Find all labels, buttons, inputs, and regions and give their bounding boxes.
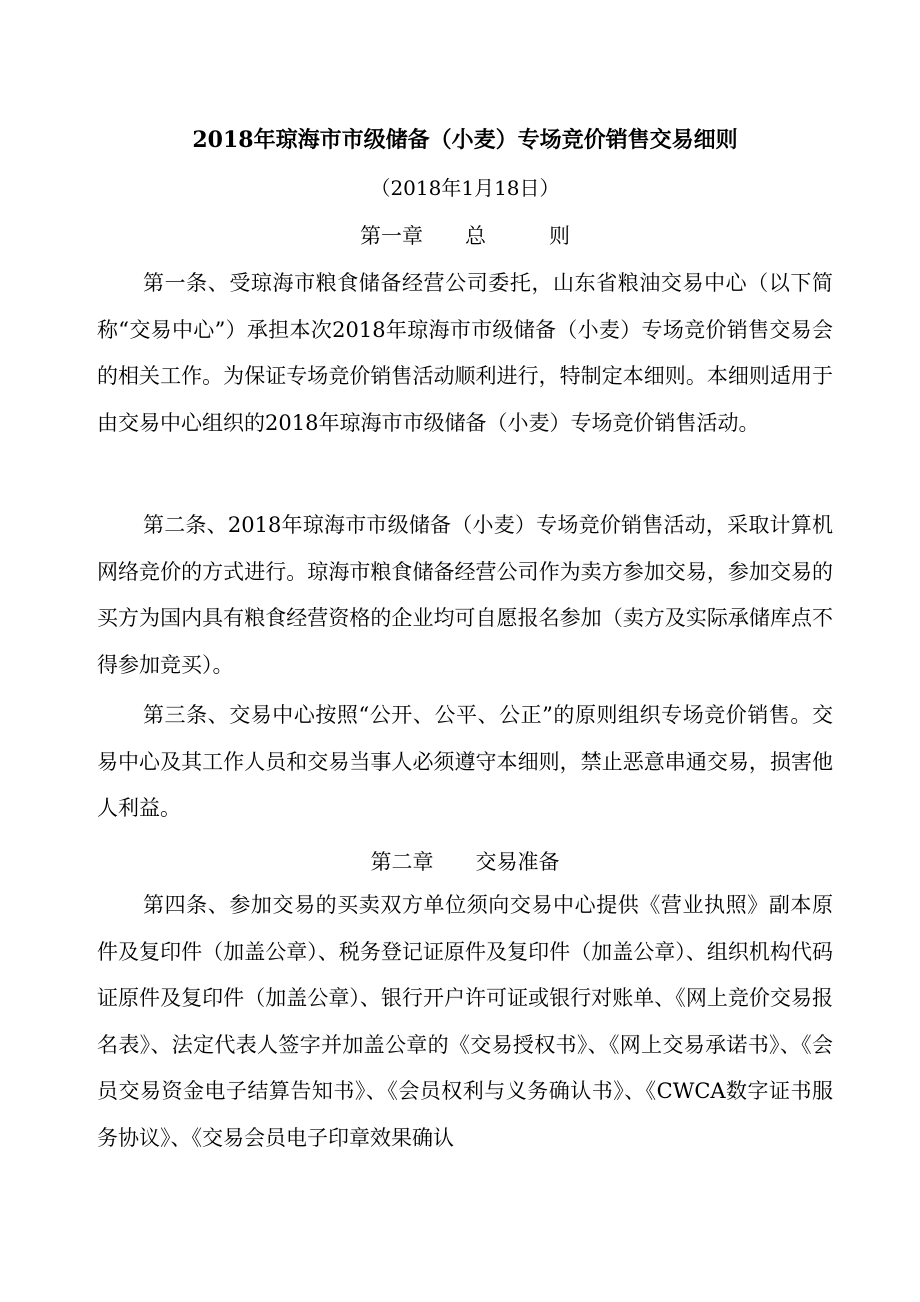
document-title: 2018年琼海市市级储备（小麦）专场竞价销售交易细则: [192, 127, 738, 153]
article-4: 第四条、参加交易的买卖双方单位须向交易中心提供《营业执照》副本原件及复印件（加盖公章）、税务登记证原件及复印件（加盖公章）、组织机构代码证原件及复印件（加盖公章）、银行开户许可证或银行对账单、《网上竞价交易报名表》、法定代表人签字并加盖公章的《交易授权书》、《网上交易承诺书》、《会员交易资金电子结算告知书》、《会员权利与义务确认书》、《CWCA数字证书服务协议》、《交易会员电子印章效果确认: [97, 893, 833, 1150]
article-1: 第一条、受琼海市粮食储备经营公司委托，山东省粮油交易中心（以下简称“交易中心”）承担本次2018年琼海市市级储备（小麦）专场竞价销售交易会的相关工作。为保证专场竞价销售活动顺利进行，特制定本细则。本细则适用于由交易中心组织的2018年琼海市市级储备（小麦）专场竞价销售活动。: [97, 271, 833, 435]
chapter-heading-1: 第一章 总 则: [360, 224, 570, 248]
article-2: 第二条、2018年琼海市市级储备（小麦）专场竞价销售活动，采取计算机网络竞价的方式进行。琼海市粮食储备经营公司作为卖方参加交易，参加交易的买方为国内具有粮食经营资格的企业均可自愿报名参加（卖方及实际承储库点不得参加竞买）。: [97, 513, 833, 677]
document-date: （2018年1月18日）: [370, 176, 560, 200]
chapter-heading-2: 第二章 交易准备: [370, 850, 560, 874]
article-3: 第三条、交易中心按照“公开、公平、公正”的原则组织专场竞价销售。交易中心及其工作人员和交易当事人必须遵守本细则，禁止恶意串通交易，损害他人利益。: [97, 703, 833, 820]
